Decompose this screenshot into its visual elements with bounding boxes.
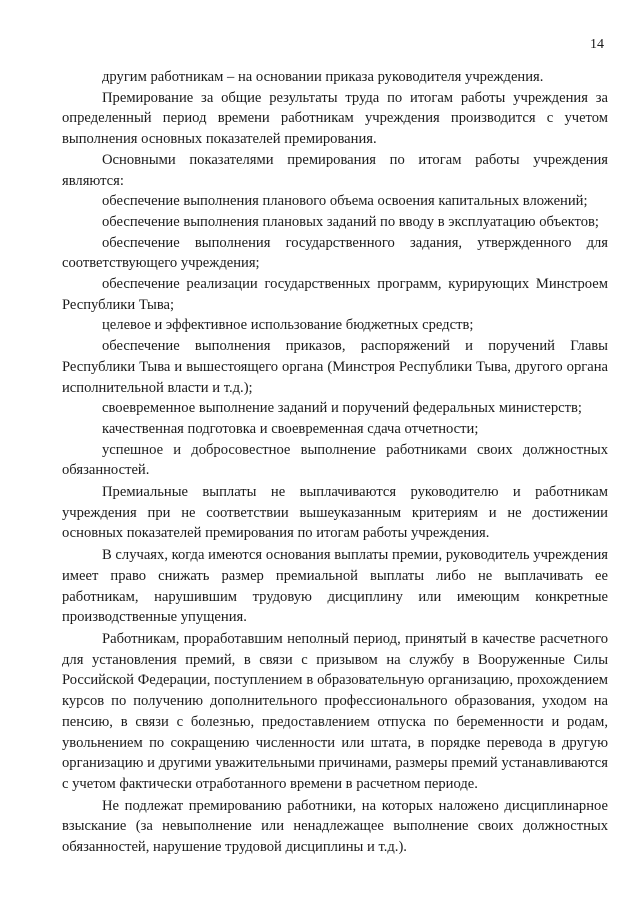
- list-item-orders-execution: обеспечение выполнения приказов, распоряжений и поручений Главы Республики Тыва и вышестоящего органа (Минстроя Республики Тыва, другого органа исполнительной власти и т.д.);: [62, 338, 608, 396]
- document-body: [62, 67, 608, 858]
- paragraph-indicators-intro: Основными показателями премирования по итогам работы учреждения являются:: [62, 151, 608, 189]
- paragraph-no-bonus: Премиальные выплаты не выплачиваются руководителю и работникам учреждения при не соответствии вышеуказанным критериям и не достижении основных показателей премирования по итогам работы учреждения.: [62, 484, 608, 542]
- paragraph-continuation: другим работникам – на основании приказа руководителя учреждения.: [102, 69, 544, 85]
- list-item-state-assignment: обеспечение выполнения государственного задания, утвержденного для соответствующего учреждения;: [62, 234, 608, 272]
- list-item-federal-tasks: своевременное выполнение заданий и поручений федеральных министерств;: [102, 400, 582, 417]
- paragraph-reduce-bonus: В случаях, когда имеются основания выплаты премии, руководитель учреждения имеет право снижать размер премиальной выплаты либо не выплачивать ее работникам, нарушившим трудовую дисциплину или имеющим конкретные производственные упущения.: [62, 547, 608, 626]
- list-item-duties: успешное и добросовестное выполнение работниками своих должностных обязанностей.: [62, 441, 608, 479]
- paragraph-bonus-general: Премирование за общие результаты труда по итогам работы учреждения за определенный период времени работникам учреждения производится с учетом выполнения основных показателей премирования.: [62, 89, 608, 148]
- list-item-commissioning: обеспечение выполнения плановых заданий по вводу в эксплуатацию объектов;: [102, 213, 599, 230]
- page-number: 14: [590, 37, 604, 52]
- list-item-capital-investments: обеспечение выполнения планового объема освоения капитальных вложений;: [102, 193, 588, 210]
- list-item-budget-funds: целевое и эффективное использование бюджетных средств;: [102, 317, 474, 334]
- paragraph-partial-period: Работникам, проработавшим неполный период, принятый в качестве расчетного для установления премий, в связи с призывом на службу в Вооруженные Силы Российской Федерации, поступлением в образовательную организацию, прохождением курсов по получению дополнительного профессионального образования, уходом на пенсию, в связи с болезнью, предоставлением отпуска по беременности и родам, увольнением по сокращению численности или штата, в порядке перевода в другую организацию и другими уважительными причинами, размеры премий устанавливаются с учетом фактически отработанного времени в расчетном периоде.: [62, 630, 608, 792]
- list-item-state-programs: обеспечение реализации государственных программ, курирующих Минстроем Республики Тыва;: [62, 276, 608, 313]
- list-item-reporting: качественная подготовка и своевременная сдача отчетности;: [102, 420, 479, 437]
- paragraph-disciplinary: Не подлежат премированию работники, на которых наложено дисциплинарное взыскание (за невыполнение или ненадлежащее выполнение своих должностных обязанностей, нарушение трудовой дисциплины и т.д.).: [62, 797, 608, 856]
